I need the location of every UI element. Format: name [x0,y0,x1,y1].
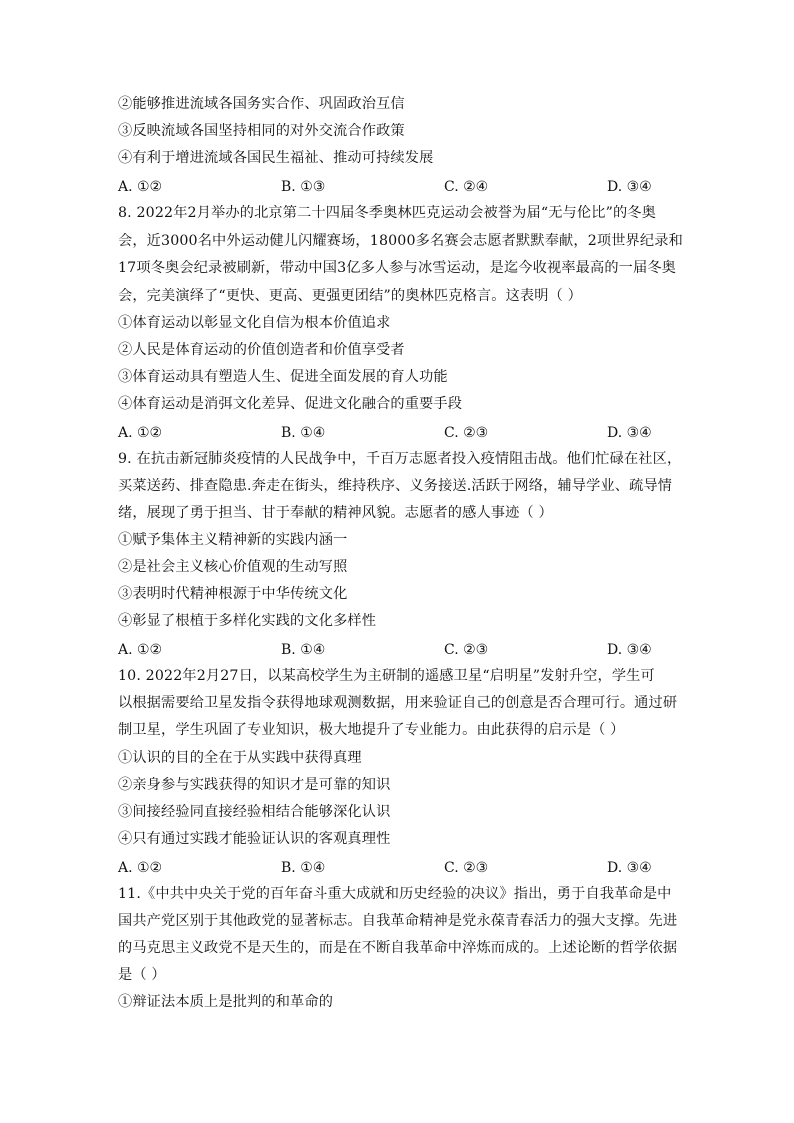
q9-stem-line-2: 买菜送药、排查隐患.奔走在街头，维持秩序、义务接送.活跃于网络，辅导学业、疏导情 [118,478,673,494]
q11-item-1: ①辩证法本质上是批判的和革命的 [118,994,334,1010]
q8-option-c: C. ②③ [444,425,489,441]
q10-stem-line-3: 制卫星，学生巩固了专业知识，极大地提升了专业能力。由此获得的启示是（ ） [118,722,625,738]
q9-item-1: ①赋予集体主义精神新的实践内涵一 [118,532,348,548]
q8-option-a: A. ①② [118,425,163,441]
q11-stem-line-2: 国共产党区别于其他政党的显著标志。自我革命精神是党永葆青春活力的强大支撑。先进 [118,913,678,929]
q7-item-2: ②能够推进流域各国务实合作、巩固政治互信 [118,96,405,112]
q8-item-1: ①体育运动以彰显文化自信为根本价值追求 [118,315,391,331]
q9-stem-line-3: 绪，展现了勇于担当、甘于奉献的精神风貌。志愿者的感人事迹（ ） [118,505,553,521]
q9-item-4: ④彰显了根植于多样化实践的文化多样性 [118,613,377,629]
q10-option-b: B. ①④ [281,860,326,876]
q8-item-3: ③体育运动具有塑造人生、促进全面发展的育人功能 [118,369,448,385]
q7-option-c: C. ②④ [444,179,489,195]
q7-item-3: ③反映流域各国坚持相同的对外交流合作政策 [118,123,405,139]
q9-options [118,640,678,660]
q10-stem-line-1: 10. 2022年2月27日，以某高校学生为主研制的遥感卫星“启明星”发射升空，学生可 [118,668,655,684]
q9-option-c: C. ②③ [444,642,489,658]
q9-option-d: D. ③④ [607,642,652,658]
q10-item-4: ④只有通过实践才能验证认识的客观真理性 [118,831,391,847]
q8-options [118,423,678,443]
q9-option-b: B. ①④ [281,642,326,658]
q9-item-2: ②是社会主义核心价值观的生动写照 [118,559,348,575]
q8-stem-line-2: 会，近3000名中外运动健儿闪耀赛场，18000多名赛会志愿者默默奉献，2项世界纪录和 [118,233,683,249]
q7-option-a: A. ①② [118,179,163,195]
q9-stem-line-1: 9. 在抗击新冠肺炎疫情的人民战争中，千百万志愿者投入疫情阻击战。他们忙碌在社区， [118,451,682,467]
q10-item-3: ③间接经验同直接经验相结合能够深化认识 [118,804,391,820]
q10-option-a: A. ①② [118,860,163,876]
q10-stem-line-2: 以根据需要给卫星发指令获得地球观测数据，用来验证自己的创意是否合理可行。通过研 [118,695,678,711]
q8-item-2: ②人民是体育运动的价值创造者和价值享受者 [118,342,405,358]
q8-stem-line-3: 17项冬奥会纪录被刷新，带动中国3亿多人参与冰雪运动，是迄今收视率最高的一届冬奥 [118,260,677,276]
q8-option-b: B. ①④ [281,425,326,441]
q10-item-1: ①认识的目的全在于从实践中获得真理 [118,750,362,766]
q7-option-d: D. ③④ [607,179,652,195]
q8-option-d: D. ③④ [607,425,652,441]
q7-options [118,177,678,197]
q10-options [118,858,678,878]
q8-stem-line-1: 8. 2022年2月举办的北京第二十四届冬季奥林匹克运动会被誉为届“无与伦比”的冬奥 [118,205,656,221]
q10-option-c: C. ②③ [444,860,489,876]
q10-item-2: ②亲身参与实践获得的知识才是可靠的知识 [118,777,391,793]
q9-item-3: ③表明时代精神根源于中华传统文化 [118,586,348,602]
q11-stem-line-1: 11.《中共中央关于党的百年奋斗重大成就和历史经验的决议》指出，勇于自我革命是中 [118,886,672,902]
q11-stem-line-4: 是（ ） [118,967,166,983]
q7-item-4: ④有利于增进流域各国民生福祉、推动可持续发展 [118,150,434,166]
q7-option-b: B. ①③ [281,179,326,195]
q10-option-d: D. ③④ [607,860,652,876]
q8-stem-line-4: 会，完美演绎了“更快、更高、更强更团结”的奥林匹克格言。这表明（ ） [118,288,582,304]
q8-item-4: ④体育运动是消弭文化差异、促进文化融合的重要手段 [118,396,463,412]
q11-stem-line-3: 的马克思主义政党不是天生的，而是在不断自我革命中淬炼而成的。上述论断的哲学依据 [118,940,678,956]
q9-option-a: A. ①② [118,642,163,658]
